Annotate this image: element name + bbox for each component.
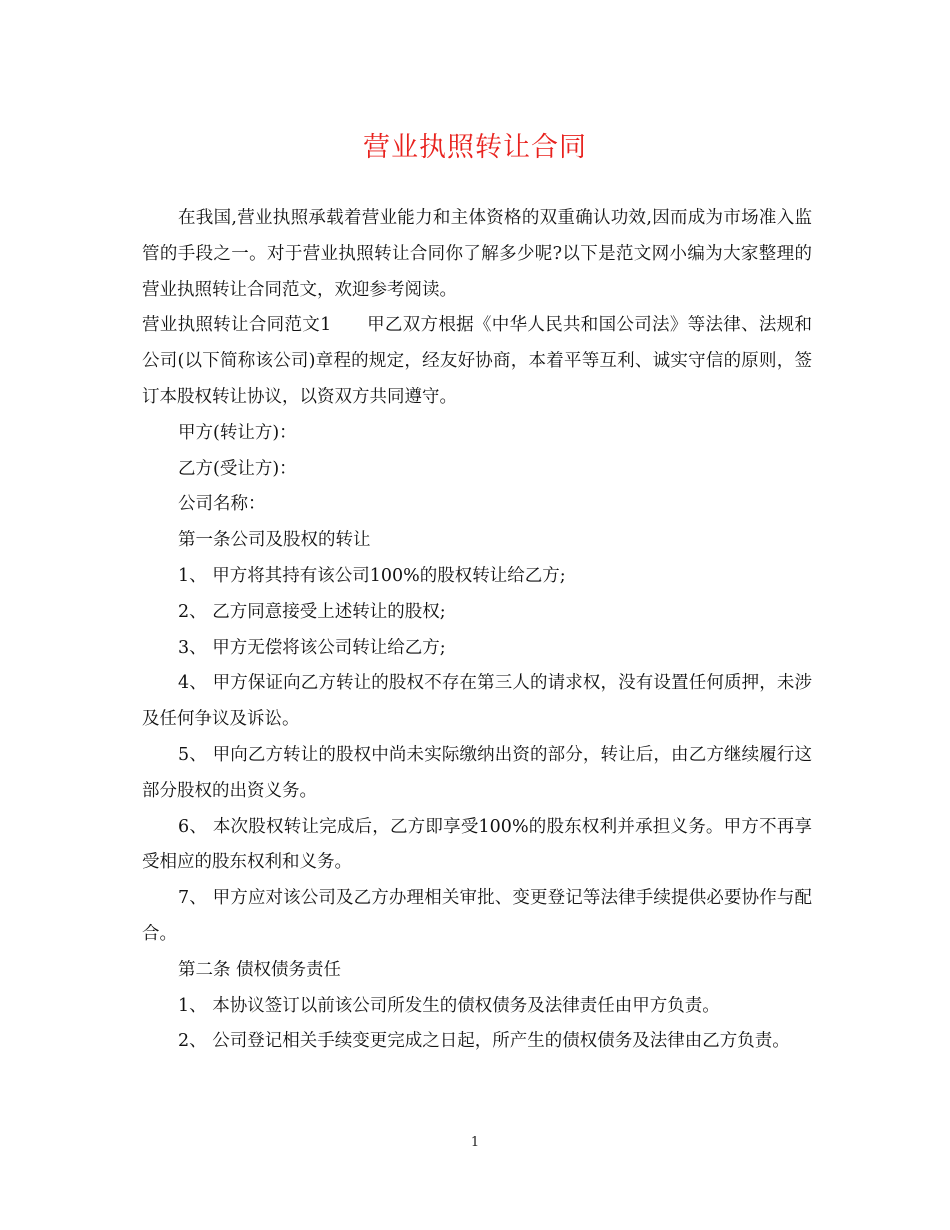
party-a-line: 甲方(转让方)： (178, 422, 297, 443)
clause-item: 1、 本协议签订以前该公司所发生的债权债务及法律责任由甲方负责。 (178, 995, 720, 1016)
clause-item: 5、 甲向乙方转让的股权中尚未实际缴纳出资的部分，转让后，由乙方继续履行这部分股权的出资义务。 (142, 744, 812, 801)
clause-item: 2、 公司登记相关手续变更完成之日起，所产生的债权债务及法律由乙方负责。 (178, 1031, 790, 1052)
document-title: 营业执照转让合同 (363, 132, 587, 163)
paragraph-preamble: 营业执照转让合同范文1 甲乙双方根据《中华人民共和国公司法》等法律、法规和公司(以下简称该公司)章程的规定，经友好协商，本着平等互利、诚实守信的原则，签订本股权转让协议，以资双方共同遵守。 (142, 315, 812, 407)
clause-item: 3、 甲方无偿将该公司转让给乙方; (178, 637, 446, 658)
article-one-heading: 第一条公司及股权的转让 (178, 530, 371, 551)
document-body (142, 201, 812, 1060)
clause-item: 7、 甲方应对该公司及乙方办理相关审批、变更登记等法律手续提供必要协作与配合。 (142, 888, 812, 944)
page-number: 1 (470, 1135, 480, 1150)
party-b-line: 乙方(受让方)： (178, 458, 297, 479)
company-name-line: 公司名称： (178, 494, 266, 515)
clause-item: 2、 乙方同意接受上述转让的股权; (178, 601, 446, 622)
clause-item: 4、 甲方保证向乙方转让的股权不存在第三人的请求权，没有设置任何质押，未涉及任何争议及诉讼。 (142, 673, 812, 730)
clause-item: 6、 本次股权转让完成后，乙方即享受100%的股东权利并承担义务。甲方不再享受相应的股东权利和义务。 (142, 816, 812, 873)
clause-item: 1、 甲方将其持有该公司100%的股权转让给乙方; (178, 565, 566, 586)
article-two-heading: 第二条 债权债务责任 (178, 959, 342, 980)
paragraph-intro: 在我国,营业执照承载着营业能力和主体资格的双重确认功效,因而成为市场准入监管的手段之一。对于营业执照转让合同你了解多少呢?以下是范文网小编为大家整理的营业执照转让合同范文，欢迎参考阅读。 (142, 208, 812, 300)
